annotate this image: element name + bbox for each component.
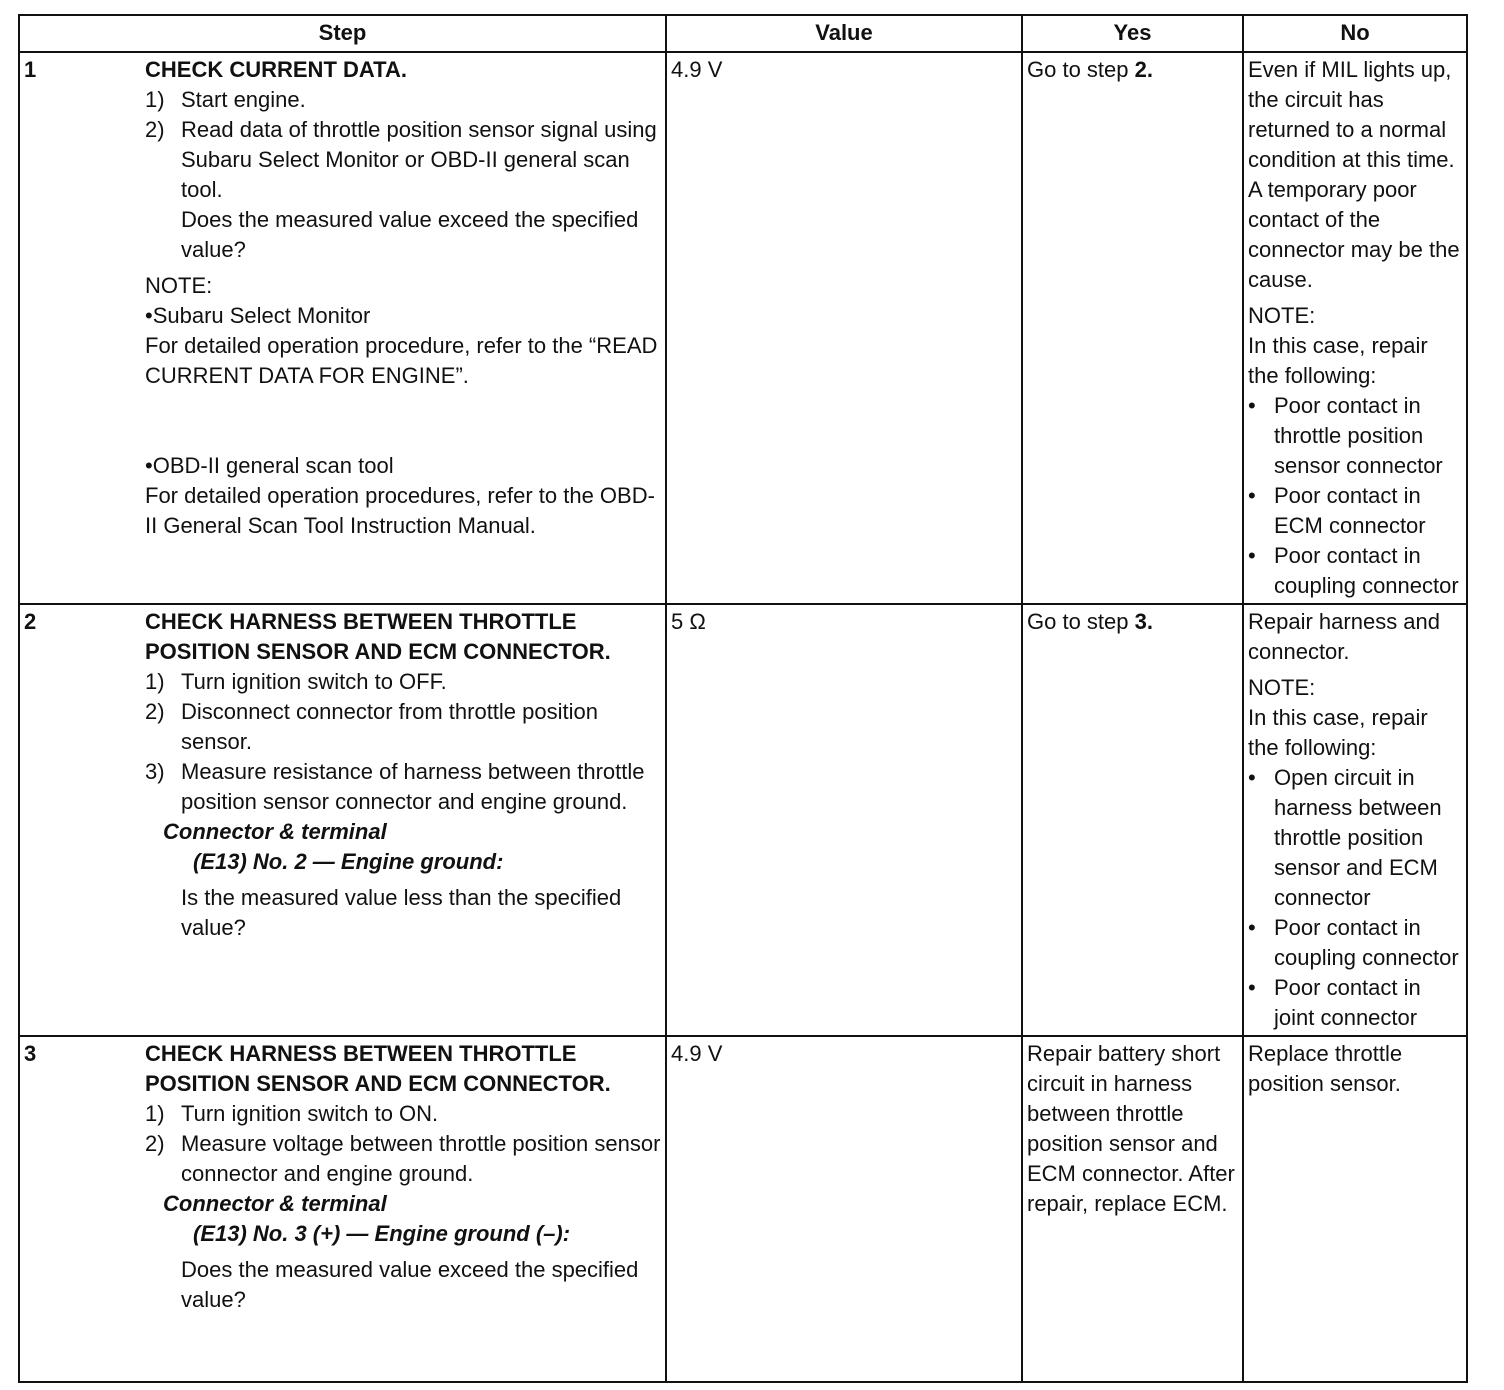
table-row (19, 604, 1467, 1036)
connector-terminal-label: Connector & terminal (163, 819, 387, 844)
step-cell (19, 604, 666, 1036)
no-text: Repair harness and connector. (1248, 609, 1441, 664)
list-item: 3) Measure resistance of harness between throttle position sensor connector and engine ground. (145, 759, 645, 814)
header-yes: Yes (1022, 15, 1243, 52)
list-item: • Poor contact in throttle position sensor connector (1248, 393, 1443, 478)
step-title: CHECK HARNESS BETWEEN THROTTLE POSITION SENSOR AND ECM CONNECTOR. (145, 609, 611, 664)
connector-terminal-label: Connector & terminal (163, 1191, 387, 1216)
list-item: 1) Turn ignition switch to OFF. (145, 669, 447, 694)
connector-terminal-value: (E13) No. 2 — Engine ground: (193, 849, 504, 874)
list-item: 1) Turn ignition switch to ON. (145, 1101, 439, 1126)
list-item: 2) Read data of throttle position sensor signal using Subaru Select Monitor or OBD-II general scan tool. (145, 117, 657, 202)
no-text: Even if MIL lights up, the circuit has returned to a normal condition at this time. A temporary poor contact of the connector may be the cause. (1248, 57, 1460, 292)
list-item: 1) Start engine. (145, 87, 306, 112)
note-text: For detailed operation procedure, refer to the “READ CURRENT DATA FOR ENGINE”. (145, 333, 658, 388)
header-value: Value (666, 15, 1022, 52)
note-text: In this case, repair the following: (1248, 333, 1428, 388)
yes-cell: Go to step 2. (1022, 52, 1243, 604)
step-title: CHECK HARNESS BETWEEN THROTTLE POSITION SENSOR AND ECM CONNECTOR. (145, 1041, 611, 1096)
table-row (19, 52, 1467, 604)
no-text: Replace throttle position sensor. (1248, 1041, 1403, 1096)
step-question: Does the measured value exceed the specified value? (181, 207, 639, 262)
note-title: •Subaru Select Monitor (145, 303, 371, 328)
header-no: No (1243, 15, 1467, 52)
step-number: 3 (24, 1041, 37, 1066)
list-item: • Open circuit in harness between throttle position sensor and ECM connector (1248, 765, 1442, 910)
step-number: 2 (24, 609, 37, 634)
step-cell (19, 52, 666, 604)
header-step: Step (19, 15, 666, 52)
procedure-table (18, 14, 1468, 1383)
list-item: • Poor contact in joint connector (1248, 975, 1421, 1030)
note-label: NOTE: (1248, 675, 1316, 700)
no-cell (1243, 604, 1467, 1036)
yes-cell: Go to step 3. (1022, 604, 1243, 1036)
note-label: NOTE: (1248, 303, 1316, 328)
list-item: • Poor contact in coupling connector (1248, 915, 1459, 970)
table-row (19, 1036, 1467, 1382)
list-item: 2) Measure voltage between throttle position sensor connector and engine ground. (145, 1131, 661, 1186)
step-cell (19, 1036, 666, 1382)
value-cell: 5 Ω (666, 604, 1022, 1036)
step-question: Is the measured value less than the specified value? (181, 885, 622, 940)
no-cell (1243, 52, 1467, 604)
note-label: NOTE: (145, 273, 213, 298)
step-number: 1 (24, 57, 37, 82)
yes-cell: Repair battery short circuit in harness between throttle position sensor and ECM connector. After repair, replace ECM. (1022, 1036, 1243, 1382)
step-title: CHECK CURRENT DATA. (145, 57, 407, 82)
list-item: • Poor contact in ECM connector (1248, 483, 1426, 538)
list-item: 2) Disconnect connector from throttle position sensor. (145, 699, 598, 754)
header-row (19, 15, 1467, 52)
value-cell: 4.9 V (666, 52, 1022, 604)
connector-terminal-value: (E13) No. 3 (+) — Engine ground (–): (193, 1221, 571, 1246)
note-text: In this case, repair the following: (1248, 705, 1428, 760)
note-text: For detailed operation procedures, refer to the OBD-II General Scan Tool Instruction Manual. (145, 483, 655, 538)
note-title: •OBD-II general scan tool (145, 453, 394, 478)
list-item: • Poor contact in coupling connector (1248, 543, 1459, 598)
value-cell: 4.9 V (666, 1036, 1022, 1382)
step-question: Does the measured value exceed the specified value? (181, 1257, 639, 1312)
no-cell (1243, 1036, 1467, 1382)
